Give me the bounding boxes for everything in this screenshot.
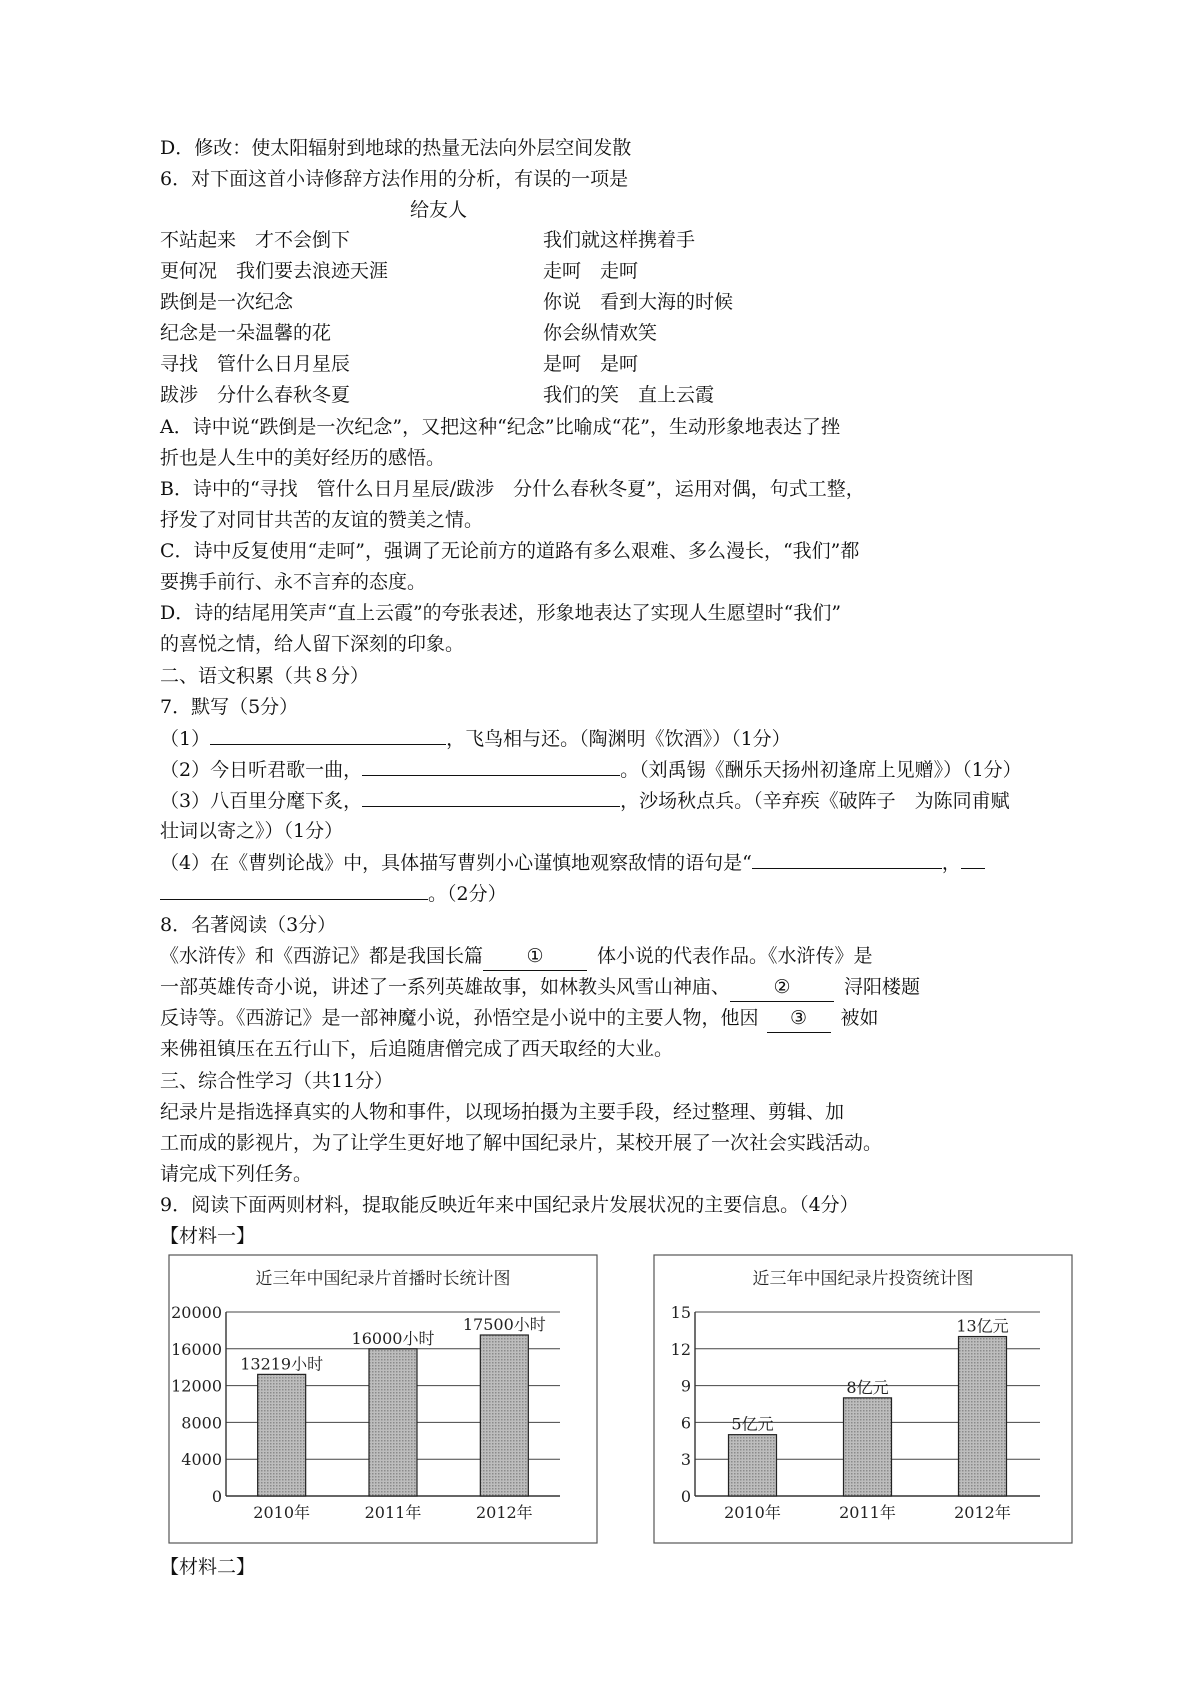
y-tick-label: 0: [211, 1487, 222, 1506]
q7-item-4: [160, 848, 985, 877]
y-tick-label: 15: [670, 1303, 691, 1322]
answer-blank[interactable]: [362, 786, 620, 807]
bar: [729, 1435, 777, 1496]
blank-marker-2[interactable]: ②: [730, 973, 834, 1002]
q7-item-4-cont: [160, 879, 507, 908]
q8-text: 一部英雄传奇小说，讲述了一系列英雄故事，如林教头风雪山神庙、: [160, 976, 731, 998]
q7-2-suffix: 。（刘禹锡《酬乐天扬州初逢席上见赠》）（1分）: [620, 759, 1022, 781]
bar: [480, 1335, 528, 1496]
poem-left-line: 更何况 我们要去浪迹天涯: [160, 260, 389, 282]
material-1-label: 【材料一】: [160, 1225, 256, 1247]
material-2-label: 【材料二】: [160, 1556, 256, 1578]
answer-blank[interactable]: [752, 848, 942, 869]
y-tick-label: 20000: [171, 1303, 222, 1322]
x-tick-label: 2010年: [724, 1503, 781, 1522]
y-tick-label: 3: [680, 1450, 691, 1470]
chart-investment-svg: [653, 1254, 1073, 1544]
question-8: 8．名著阅读（3分）: [160, 914, 337, 936]
poem-left-line: 不站起来 才不会倒下: [160, 229, 351, 251]
poem-right-line: 你说 看到大海的时候: [543, 291, 734, 313]
poem-left-line: 寻找 管什么日月星辰: [160, 353, 351, 375]
y-tick-label: 8000: [181, 1413, 222, 1433]
option-d-line2: 的喜悦之情，给人留下深刻的印象。: [160, 633, 465, 655]
y-tick-label: 6: [680, 1413, 691, 1433]
option-d-fix: D．修改：使太阳辐射到地球的热量无法向外层空间发散: [160, 137, 632, 159]
chart-title: 近三年中国纪录片投资统计图: [752, 1269, 974, 1289]
chart-investment: [653, 1254, 1073, 1544]
q7-item-3: [160, 786, 1010, 815]
q8-line4: 来佛祖镇压在五行山下，后追随唐僧完成了西天取经的大业。: [160, 1038, 674, 1060]
chart-broadcast-hours-svg: [168, 1254, 598, 1544]
q8-line1: [160, 942, 873, 971]
y-tick-label: 0: [680, 1487, 691, 1506]
data-label: 5亿元: [731, 1414, 774, 1434]
q8-text: 反诗等。《西游记》是一部神魔小说，孙悟空是小说中的主要人物，他因: [160, 1007, 759, 1029]
poem-left-line: 纪念是一朵温馨的花: [160, 322, 332, 344]
x-tick-label: 2012年: [475, 1503, 533, 1522]
bar: [258, 1374, 306, 1496]
answer-blank[interactable]: [961, 848, 985, 869]
q7-3-suffix: ，沙场秋点兵。（辛弃疾《破阵子 为陈同甫赋: [620, 790, 1010, 812]
q7-3-prefix: （3）八百里分麾下炙，: [160, 790, 363, 812]
q8-text: 浔阳楼题: [844, 976, 921, 998]
blank-marker-1[interactable]: ①: [483, 942, 587, 971]
q7-item-1: [160, 724, 791, 753]
poem-title: 给友人: [410, 199, 468, 221]
option-c-line2: 要携手前行、永不言弃的态度。: [160, 571, 427, 593]
poem-left-line: 跌倒是一次纪念: [160, 291, 294, 313]
section-3-heading: 三、综合性学习（共11分）: [160, 1070, 394, 1092]
option-a-line1: A．诗中说“跌倒是一次纪念”，又把这种“纪念”比喻成“花”，生动形象地表达了挫: [160, 416, 841, 438]
q8-line3: [160, 1004, 879, 1033]
section-2-heading: 二、语文积累（共８分）: [160, 665, 370, 687]
question-7: 7．默写（5分）: [160, 696, 299, 718]
q7-4-comma: ，: [941, 852, 961, 874]
option-b-line2: 抒发了对同甘共苦的友谊的赞美之情。: [160, 509, 484, 531]
y-tick-label: 4000: [181, 1450, 222, 1470]
data-label: 17500小时: [462, 1315, 546, 1334]
q7-2-prefix: （2）今日听君歌一曲，: [160, 759, 363, 781]
question-6: 6．对下面这首小诗修辞方法作用的分析，有误的一项是: [160, 168, 629, 190]
intro-line2: 工而成的影视片，为了让学生更好地了解中国纪录片，某校开展了一次社会实践活动。: [160, 1132, 883, 1154]
question-9: 9．阅读下面两则材料，提取能反映近年来中国纪录片发展状况的主要信息。（4分）: [160, 1194, 859, 1216]
option-d-line1: D．诗的结尾用笑声“直上云霞”的夸张表述，形象地表达了实现人生愿望时“我们”: [160, 602, 842, 624]
y-tick-label: 9: [680, 1376, 691, 1396]
poem-right-line: 我们的笑 直上云霞: [543, 384, 715, 406]
x-tick-label: 2010年: [253, 1503, 311, 1522]
bar: [369, 1349, 417, 1496]
q7-item-2: [160, 755, 1022, 784]
q7-4-prefix: （4）在《曹刿论战》中，具体描写曹刿小心谨慎地观察敌情的语句是“: [160, 852, 752, 874]
intro-line1: 纪录片是指选择真实的人物和事件，以现场拍摄为主要手段，经过整理、剪辑、加: [160, 1101, 845, 1123]
q7-1-suffix: ，飞鸟相与还。（陶渊明《饮酒》）（1分）: [446, 728, 791, 750]
q7-4-suffix: 。（2分）: [428, 883, 507, 905]
data-label: 8亿元: [846, 1377, 889, 1397]
option-c-line1: C．诗中反复使用“走呵”，强调了无论前方的道路有多么艰难、多么漫长，“我们”都: [160, 540, 860, 562]
bar: [959, 1337, 1007, 1496]
poem-left-line: 跋涉 分什么春秋冬夏: [160, 384, 351, 406]
q8-text: 体小说的代表作品。《水浒传》是: [597, 945, 873, 967]
poem-right-line: 是呵 是呵: [543, 353, 639, 375]
data-label: 16000小时: [351, 1328, 435, 1348]
option-b-line1: B．诗中的“寻找 管什么日月星辰/跋涉 分什么春秋冬夏”，运用对偶，句式工整，: [160, 478, 865, 500]
answer-blank[interactable]: [160, 879, 428, 900]
poem-right-line: 你会纵情欢笑: [543, 322, 658, 344]
q7-3-continuation: 壮词以寄之》）（1分）: [160, 820, 344, 842]
x-tick-label: 2012年: [954, 1503, 1011, 1522]
x-tick-label: 2011年: [839, 1503, 896, 1522]
poem-right-line: 我们就这样携着手: [543, 229, 696, 251]
data-label: 13219小时: [240, 1354, 324, 1374]
y-tick-label: 16000: [171, 1339, 222, 1359]
q7-1-prefix: （1）: [160, 728, 211, 750]
q8-text: 被如: [840, 1007, 879, 1029]
y-tick-label: 12: [670, 1339, 691, 1359]
answer-blank[interactable]: [210, 724, 446, 745]
answer-blank[interactable]: [362, 755, 620, 776]
option-a-line2: 折也是人生中的美好经历的感悟。: [160, 447, 446, 469]
poem-right-line: 走呵 走呵: [543, 260, 639, 282]
chart-title: 近三年中国纪录片首播时长统计图: [255, 1269, 511, 1289]
x-tick-label: 2011年: [364, 1503, 422, 1522]
bar: [844, 1398, 892, 1496]
q8-text: 《水浒传》和《西游记》都是我国长篇: [160, 945, 484, 967]
y-tick-label: 12000: [171, 1376, 222, 1396]
q8-line2: [160, 973, 920, 1002]
chart-broadcast-hours: [168, 1254, 598, 1544]
intro-line3: 请完成下列任务。: [160, 1163, 313, 1185]
data-label: 13亿元: [956, 1316, 1009, 1336]
blank-marker-3[interactable]: ③: [767, 1004, 831, 1033]
